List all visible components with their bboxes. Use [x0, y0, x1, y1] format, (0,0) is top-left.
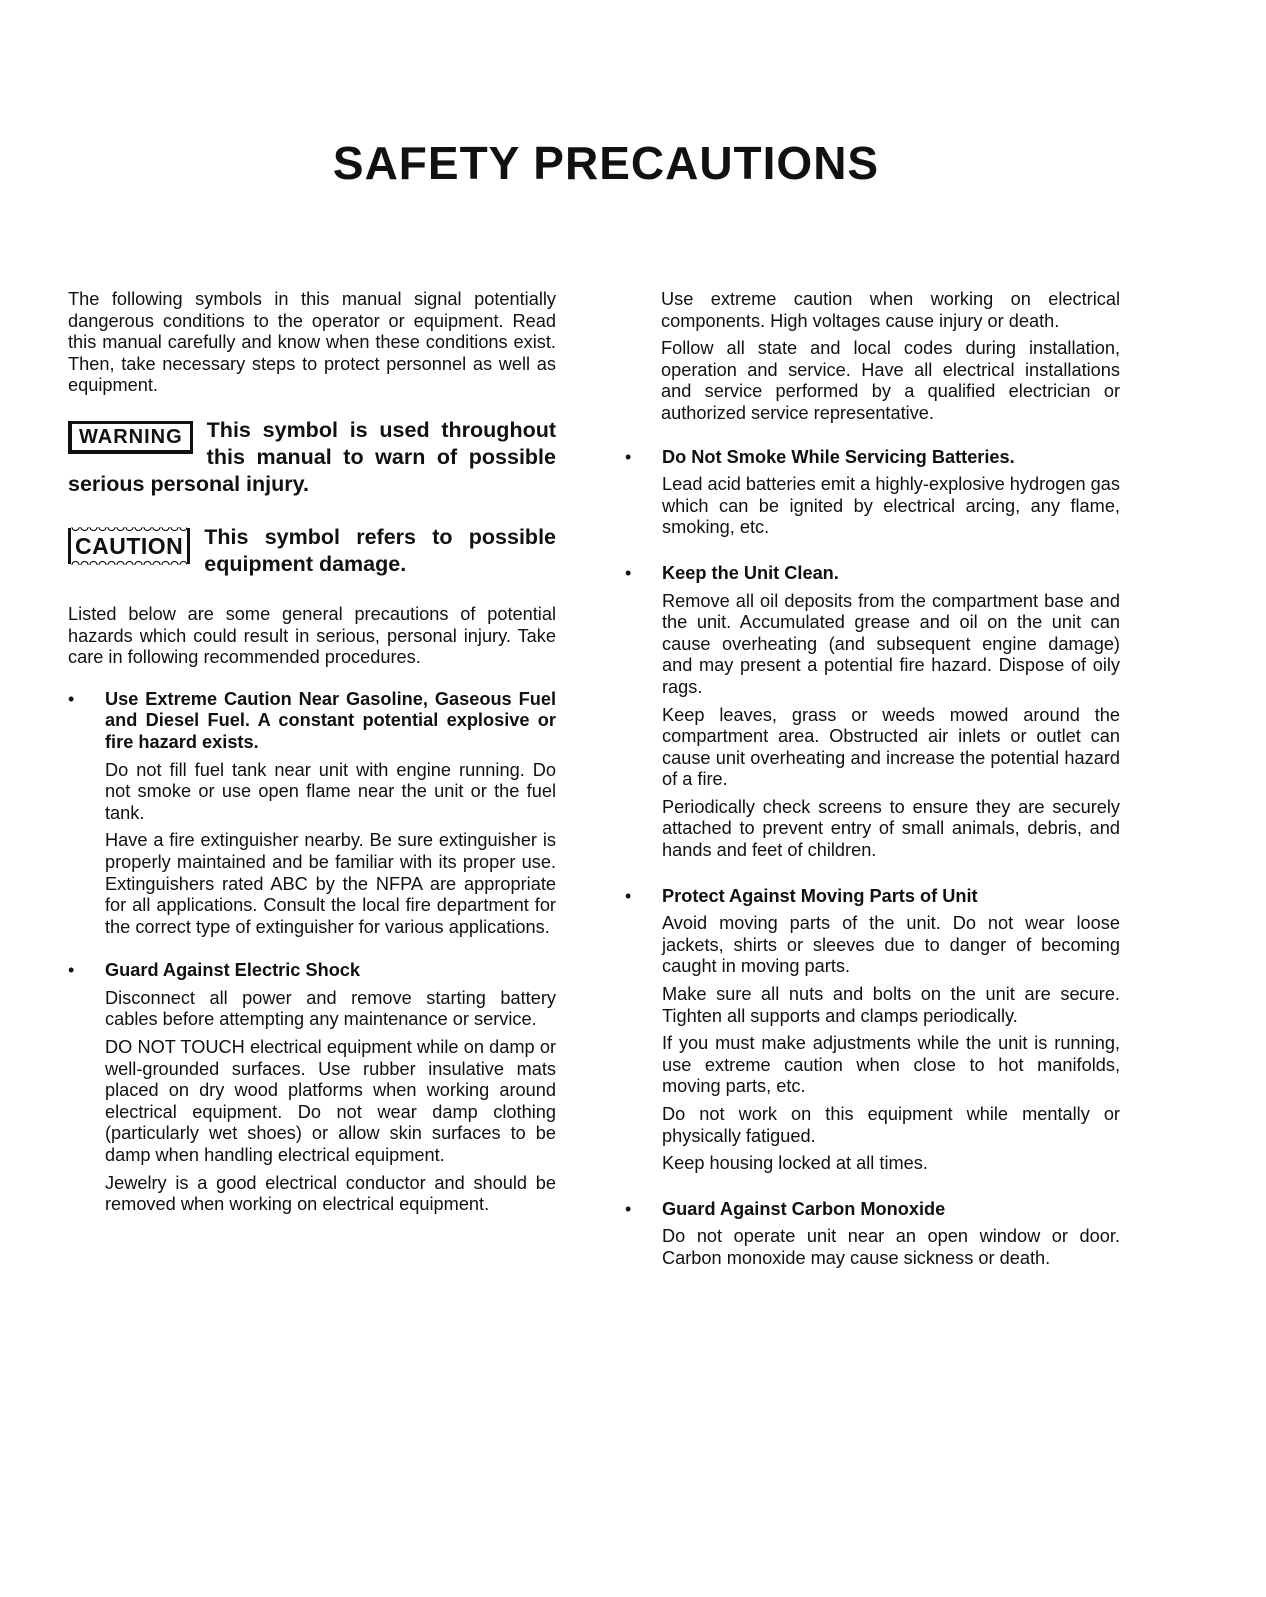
precaution-paragraph: Periodically check screens to ensure they are securely attached to prevent entry of small animals, debris, and hands and feet of children. [662, 796, 1120, 861]
precaution-heading: Guard Against Carbon Monoxide [662, 1198, 946, 1219]
precaution-paragraph: Avoid moving parts of the unit. Do not wear loose jackets, shirts or sleeves due to danger of becoming caught in moving parts. [662, 913, 1120, 977]
precaution-paragraph: Keep leaves, grass or weeds mowed around the compartment area. Obstructed air inlets or outlet can cause unit overheating and increase the potential hazard of a fire. [662, 704, 1120, 790]
precaution-paragraph: Lead acid batteries emit a highly-explosive hydrogen gas which can be ignited by electrical arcing, any flame, smoking, etc. [662, 474, 1120, 538]
warning-description: This symbol is used throughout this manual to warn of possible serious personal injury. [68, 417, 556, 496]
bullet-icon: • [625, 1198, 632, 1219]
electrical-continuation [625, 289, 1120, 425]
precaution-paragraph: Jewelry is a good electrical conductor and should be removed when working on electrical equipment. [105, 1172, 556, 1215]
precautions-intro: Listed below are some general precautions of potential hazards which could result in serious, personal injury. Take care in following recommended procedures. [68, 603, 556, 668]
precaution-item [625, 563, 1120, 862]
precaution-paragraph: Keep housing locked at all times. [662, 1153, 928, 1174]
precaution-heading: Guard Against Electric Shock [105, 960, 361, 981]
precaution-paragraph: If you must make adjustments while the unit is running, use extreme caution when close to hot manifolds, moving parts, etc. [662, 1033, 1120, 1097]
precaution-heading: Keep the Unit Clean. [662, 562, 839, 583]
precaution-paragraph: Remove all oil deposits from the compartment base and the unit. Accumulated grease and oil on the unit can cause overheating (and subsequent engine damage) and may present a potential fire hazard. Dispose of oily rags. [662, 590, 1120, 697]
precaution-item [625, 1199, 1120, 1270]
bullet-icon: • [625, 885, 632, 906]
precaution-heading: Do Not Smoke While Servicing Batteries. [662, 446, 1015, 467]
bullet-icon: • [68, 960, 75, 981]
precaution-paragraph: Follow all state and local codes during installation, operation and service. Have all electrical installations and service performed by a qualified electrician or authorized service representative. [661, 338, 1120, 423]
intro-paragraph: The following symbols in this manual signal potentially dangerous conditions to the operator or equipment. Read this manual carefully and know when these conditions exist. Then, take necessary steps to protect personnel as well as equipment. [68, 289, 556, 396]
precaution-paragraph: Disconnect all power and remove starting battery cables before attempting any maintenance or service. [105, 987, 556, 1030]
caution-symbol: CAUTION [68, 528, 190, 564]
precaution-heading: Protect Against Moving Parts of Unit [662, 885, 978, 906]
precaution-paragraph: Do not work on this equipment while mentally or physically fatigued. [662, 1104, 1120, 1146]
precaution-heading: Use Extreme Caution Near Gasoline, Gaseous Fuel and Diesel Fuel. A constant potential explosive or fire hazard exists. [105, 688, 556, 752]
precaution-item [68, 689, 556, 939]
warning-symbol-block [68, 417, 556, 498]
left-column [68, 289, 556, 1238]
precaution-item [625, 447, 1120, 539]
precaution-paragraph: Use extreme caution when working on electrical components. High voltages cause injury or death. [661, 289, 1120, 331]
precaution-paragraph: DO NOT TOUCH electrical equipment while on damp or well-grounded surfaces. Use rubber insulative mats placed on dry wood platforms when working around electrical equipment. Do not wear damp clothing (particularly wet shoes) or allow skin surfaces to be damp when handling electrical equipment. [105, 1037, 556, 1166]
precaution-item [68, 960, 556, 1216]
warning-symbol: WARNING [68, 421, 193, 454]
precaution-paragraph: Make sure all nuts and bolts on the unit are secure. Tighten all supports and clamps periodically. [662, 984, 1120, 1026]
bullet-icon: • [68, 688, 75, 709]
bullet-icon: • [625, 562, 632, 583]
precaution-paragraph: Do not operate unit near an open window or door. Carbon monoxide may cause sickness or death. [662, 1226, 1120, 1268]
caution-symbol-block [68, 524, 556, 578]
precaution-item [625, 886, 1120, 1175]
page-title: SAFETY PRECAUTIONS [332, 137, 880, 189]
precaution-paragraph: Have a fire extinguisher nearby. Be sure extinguisher is properly maintained and be familiar with its proper use. Extinguishers rated ABC by the NFPA are appropriate for all applications. Consult the local fire department for the correct type of extinguisher for various applications. [105, 830, 556, 937]
bullet-icon: • [625, 446, 632, 467]
precaution-paragraph: Do not fill fuel tank near unit with engine running. Do not smoke or use open flame near the unit or the fuel tank. [105, 759, 556, 823]
right-column [625, 289, 1120, 1294]
caution-description: This symbol refers to possible equipment damage. [204, 524, 556, 576]
